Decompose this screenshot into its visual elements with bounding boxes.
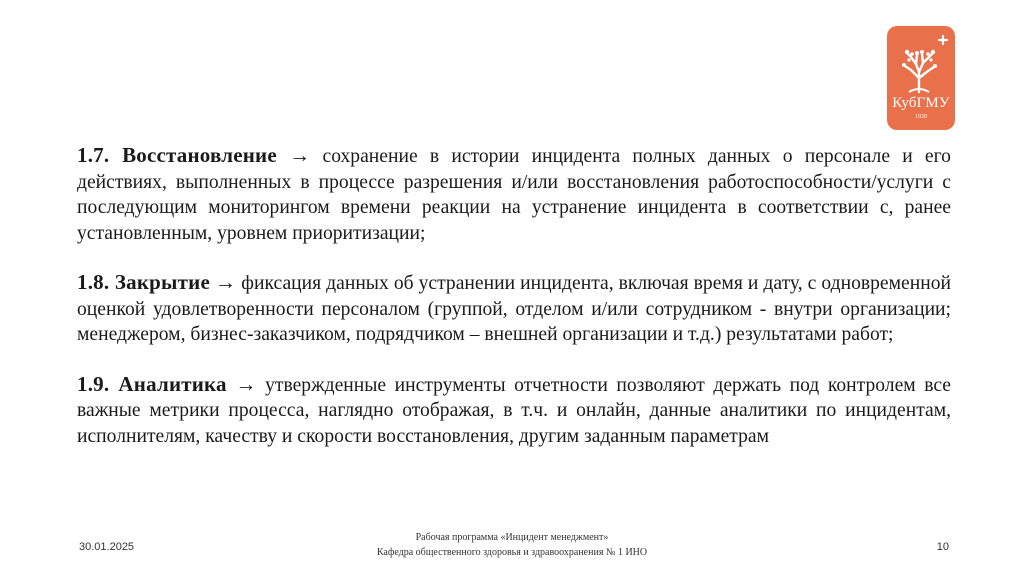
footer-department: Кафедра общественного здоровья и здравоохранения № 1 ИНО bbox=[376, 547, 648, 558]
page-number: 10 bbox=[936, 541, 949, 553]
section-closure bbox=[77, 270, 951, 348]
footer-date: 30.01.2025 bbox=[79, 541, 135, 553]
section-heading: 1.9. Аналитика bbox=[77, 371, 227, 396]
logo-badge bbox=[887, 26, 955, 130]
logo-name: КубГМУ bbox=[892, 95, 950, 111]
arrow-icon: → bbox=[235, 371, 257, 396]
section-restoration bbox=[77, 143, 951, 246]
footer-program-title: Рабочая программа «Инцидент менеджмент» bbox=[415, 532, 609, 543]
section-text: утвержденные инструменты отчетности позволяют держать под контролем все важные метрики процесса, наглядно отображая, в т.ч. и онлайн, данные аналитики по инцидентам, исполнителям, качеству и скорости восстановления, другим заданным параметрам bbox=[77, 374, 951, 447]
slide-content bbox=[77, 143, 951, 449]
section-text: сохранение в истории инцидента полных данных о персонале и его действиях, выполненных в процессе разрешения и/или восстановления работоспособности/услуги с последующим мониторингом времени реакции на устранение инцидента в соответствии с, ранее установленным, уровнем приоритизации; bbox=[77, 146, 951, 244]
section-heading: 1.8. Закрытие bbox=[77, 270, 210, 294]
logo-year: 1920 bbox=[915, 114, 927, 120]
section-text: фиксация данных об устранении инцидента, включая время и дату, с одновременной оценкой удовлетворенности персоналом (группой, отделом и/или сотрудником - внутри организации; менеджером, бизнес-заказчиком, подрядчиком – внешней организации и т.д.) результатами работ; bbox=[77, 273, 951, 345]
arrow-icon: → bbox=[289, 143, 311, 167]
section-heading: 1.7. Восстановление bbox=[77, 143, 277, 167]
arrow-icon: → bbox=[215, 270, 237, 294]
footer-caption bbox=[300, 530, 724, 560]
university-logo bbox=[887, 26, 955, 130]
section-analytics bbox=[77, 372, 951, 450]
